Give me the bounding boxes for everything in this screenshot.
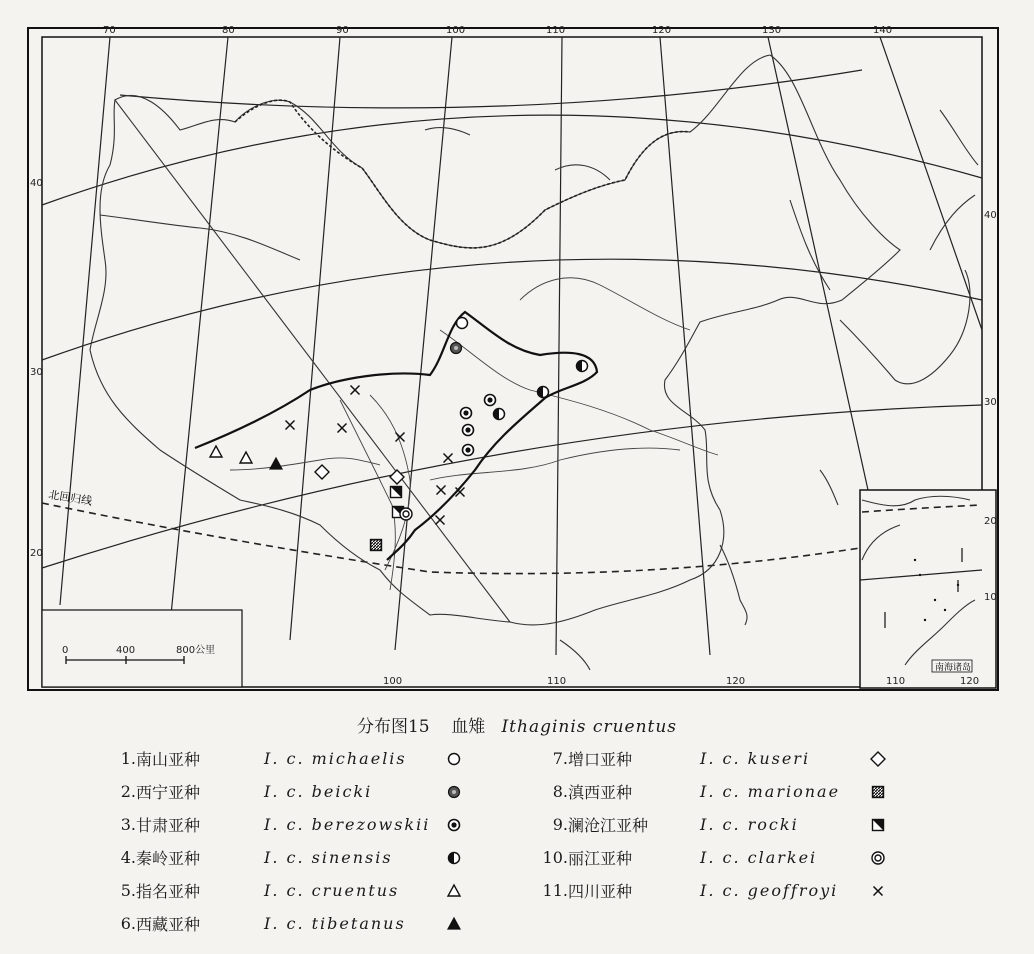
rivers [230,278,718,590]
marker-tibetanus [270,458,282,469]
lon-tick-top: 130 [762,25,782,36]
scale-mid: 400 [116,645,136,656]
marker-rocki [391,487,402,498]
lon-tick-top: 80 [222,25,235,36]
legend-left-column [118,742,464,940]
legend-name: 指名亚种 [136,882,201,901]
legend-num: 2. [120,782,136,801]
marker-geoffroyi [436,516,445,525]
marker-clarkei [400,508,412,520]
legend-sci: I. c. cruentus [264,881,400,900]
legend-item [540,874,888,907]
legend-item [118,874,464,907]
marker-berezowskii [461,408,472,419]
longitude-ticks-top [103,25,892,36]
longitude-ticks-bottom [208,676,745,687]
lon-tick-bottom: 100 [383,676,403,687]
legend-right-column [540,742,888,907]
legend-sci: I. c. sinensis [264,848,393,867]
legend-item [540,841,888,874]
legend-num: 3. [120,815,136,834]
marker-marionae [371,540,382,551]
legend-item [118,808,464,841]
marker-sinensis [577,361,588,372]
marker-kuseri [315,465,329,479]
legend-num: 8. [552,782,568,801]
marker-geoffroyi [437,486,446,495]
open-diamond-icon [868,749,888,769]
marker-cruentus [210,446,222,457]
marker-sinensis [494,409,505,420]
legend-num: 9. [552,815,568,834]
legend-sci: I. c. tibetanus [264,914,406,933]
hatched-square-icon [868,782,888,802]
legend-sci: I. c. michaelis [264,749,407,768]
legend-sci: I. c. kuseri [700,749,811,768]
lat-tick-left: 30 [30,367,43,378]
legend-sci: I. c. beicki [264,782,373,801]
scale-bar [42,610,242,687]
dotted-circle-icon [444,782,464,802]
cross-icon [868,881,888,901]
latitude-ticks-left [30,178,43,559]
inset-lat-tick: 10 [984,592,997,603]
ring-dot-icon [444,815,464,835]
legend-num: 1. [120,749,136,768]
coastline [90,55,978,670]
legend-sci: I. c. rocki [700,815,799,834]
lon-tick-bottom: 110 [547,676,567,687]
marker-michaelis [457,318,468,329]
map-inner-frame [42,37,982,687]
legend-name: 丽江亚种 [568,849,633,868]
lat-tick-right: 30 [984,397,997,408]
legend-item [118,742,464,775]
legend-num: 5. [120,881,136,900]
lat-tick-right: 40 [984,210,997,221]
legend-item [118,907,464,940]
tropic-of-cancer-line [42,503,860,574]
legend-name: 增口亚种 [568,750,633,769]
caption-sci-name: Ithaginis cruentus [501,717,678,737]
legend-sci: I. c. geoffroyi [700,881,839,900]
marker-geoffroyi [396,433,405,442]
marker-cruentus [240,452,252,463]
inset-lat-tick: 20 [984,516,997,527]
lon-tick-bottom: 120 [726,676,746,687]
caption-title: 分布图15 [356,717,430,737]
marker-geoffroyi [338,424,347,433]
legend-sci: I. c. berezowskii [264,815,431,834]
half-square-icon [868,815,888,835]
legend-name: 澜沧江亚种 [568,816,649,835]
caption-common-name: 血雉 [451,717,486,737]
legend-item [118,775,464,808]
legend-name: 西藏亚种 [136,915,201,934]
marker-geoffroyi [444,454,453,463]
south-china-sea-inset [860,490,997,688]
lon-tick-top: 140 [873,25,893,36]
legend-name: 四川亚种 [568,882,633,901]
lon-tick-top: 90 [336,25,349,36]
marker-geoffroyi [351,386,360,395]
marker-geoffroyi [286,421,295,430]
legend-num: 6. [120,914,136,933]
legend-num: 7. [552,749,568,768]
lon-tick-top: 110 [546,25,566,36]
inset-lon-tick: 120 [960,676,980,687]
lat-tick-left: 20 [30,548,43,559]
marker-berezowskii [485,395,496,406]
legend-name: 西宁亚种 [136,783,201,802]
legend-sci: I. c. clarkei [700,848,818,867]
legend-name: 南山亚种 [136,750,201,769]
lon-tick-top: 100 [446,25,466,36]
marker-berezowskii [463,445,474,456]
legend-name: 甘肃亚种 [136,816,201,835]
legend-item [118,841,464,874]
marker-sinensis [538,387,549,398]
inset-label: 南海诸岛 [935,663,972,673]
legend-sci: I. c. marionae [700,782,841,801]
legend-item [540,742,888,775]
lat-tick-left: 40 [30,178,43,189]
open-triangle-icon [444,881,464,901]
open-circle-icon [444,749,464,769]
legend-name: 滇西亚种 [568,783,633,802]
scale-zero: 0 [62,645,69,656]
double-circle-icon [868,848,888,868]
legend-num: 11. [542,881,568,900]
national-border [235,100,690,248]
half-circle-icon [444,848,464,868]
legend-num: 10. [542,848,568,867]
marker-berezowskii [463,425,474,436]
legend-item [540,775,888,808]
figure-caption [0,712,1034,737]
inset-lon-tick: 110 [886,676,906,687]
legend-name: 秦岭亚种 [136,849,201,868]
latitude-ticks-right [984,210,997,408]
tropic-of-cancer-label: 北回归线 [47,488,94,508]
scale-end: 800公里 [176,645,216,656]
legend-num: 4. [120,848,136,867]
lon-tick-top: 120 [652,25,672,36]
legend-item [540,808,888,841]
marker-kuseri [390,470,404,484]
filled-triangle-icon [444,914,464,934]
lon-tick-top: 70 [103,25,116,36]
marker-beicki [451,343,462,354]
range-boundary [195,312,597,560]
